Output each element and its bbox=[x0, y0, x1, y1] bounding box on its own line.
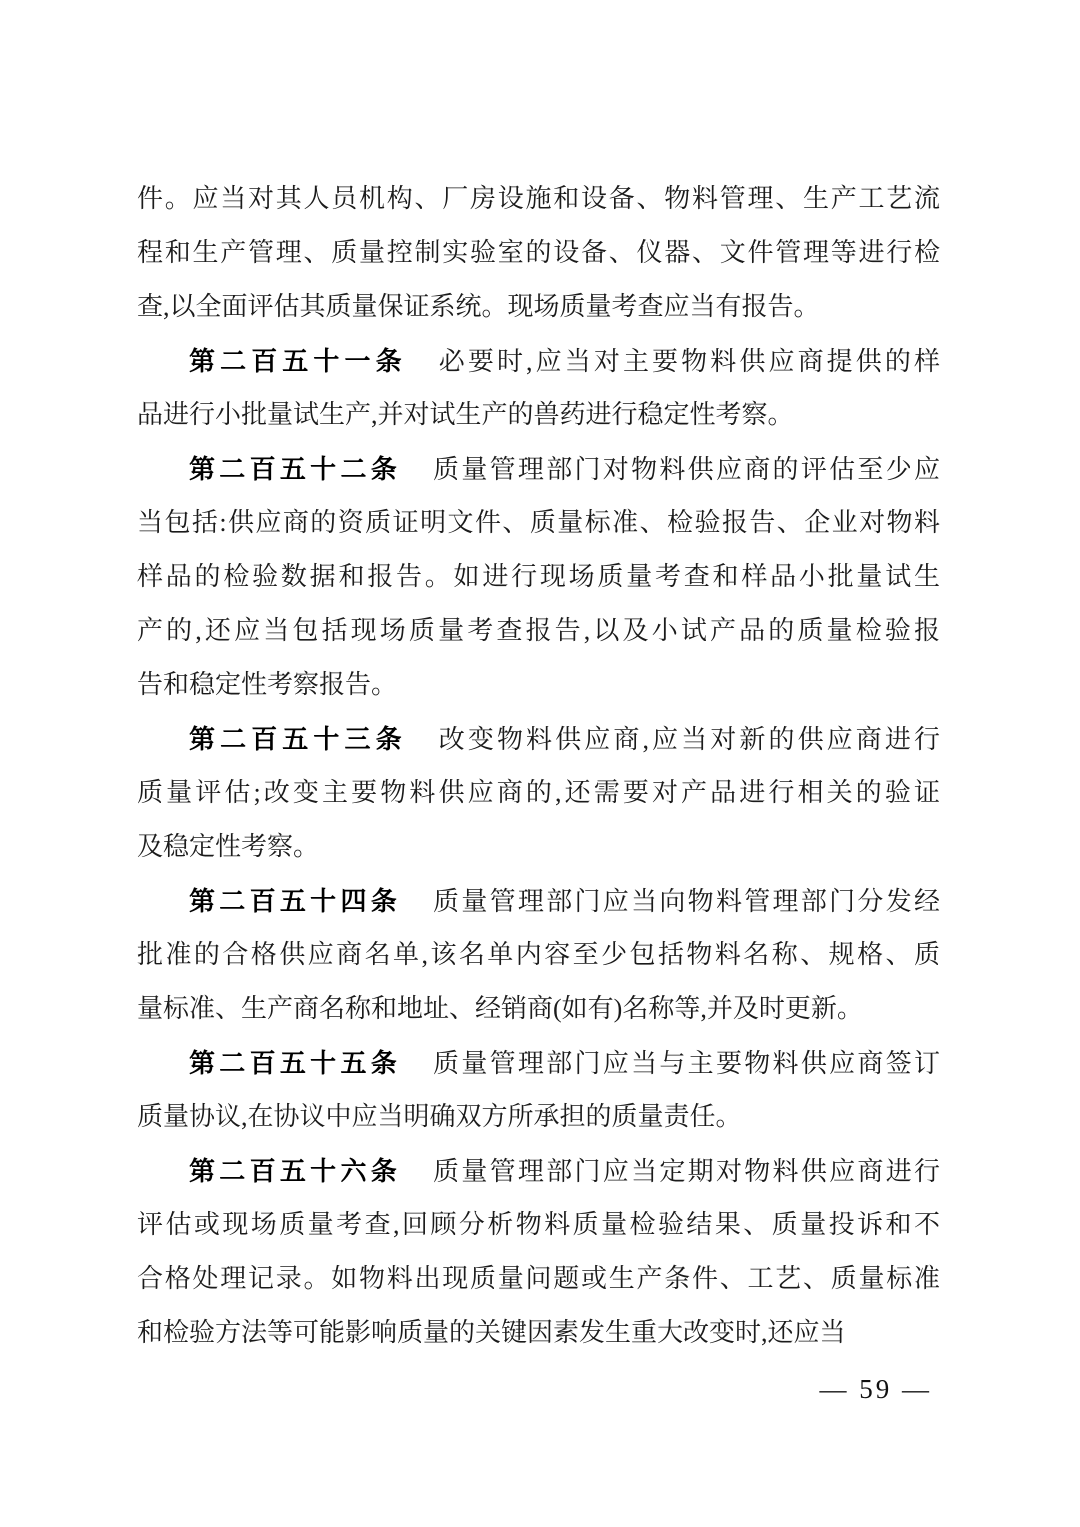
article-heading-line: 第二百五十二条 质量管理部门对物料供应商的评估至少应 bbox=[189, 454, 940, 484]
body-text-line: 样品的检验数据和报告。如进行现场质量考查和样品小批量试生 bbox=[137, 562, 940, 591]
body-text-line: 合格处理记录。如物料出现质量问题或生产条件、工艺、质量标准 bbox=[137, 1264, 940, 1293]
article-heading-line: 第二百五十五条 质量管理部门应当与主要物料供应商签订 bbox=[189, 1048, 940, 1078]
article-number: 第二百五十一条 bbox=[189, 346, 407, 376]
article-heading-line: 第二百五十三条 改变物料供应商,应当对新的供应商进行 bbox=[189, 724, 940, 754]
body-text-line: 评估或现场质量考查,回顾分析物料质量检验结果、质量投诉和不 bbox=[137, 1210, 940, 1239]
page-number: — 59 — bbox=[819, 1374, 932, 1404]
document-text bbox=[137, 172, 940, 1360]
article-number: 第二百五十四条 bbox=[189, 886, 402, 916]
article-number: 第二百五十二条 bbox=[189, 454, 402, 484]
body-text-line: 程和生产管理、质量控制实验室的设备、仪器、文件管理等进行检 bbox=[137, 238, 940, 267]
body-text-line: 产的,还应当包括现场质量考查报告,以及小试产品的质量检验报 bbox=[137, 616, 940, 645]
article-heading-line: 第二百五十四条 质量管理部门应当向物料管理部门分发经 bbox=[189, 886, 940, 916]
article-number: 第二百五十六条 bbox=[189, 1156, 402, 1186]
body-text-line: 及稳定性考察。 bbox=[137, 832, 320, 861]
body-text-line: 告和稳定性考察报告。 bbox=[137, 670, 398, 699]
body-text-line: 查,以全面评估其质量保证系统。现场质量考查应当有报告。 bbox=[137, 292, 820, 321]
body-text-line: 品进行小批量试生产,并对试生产的兽药进行稳定性考察。 bbox=[137, 400, 794, 429]
article-heading-line: 第二百五十一条 必要时,应当对主要物料供应商提供的样 bbox=[189, 346, 940, 376]
body-text-line: 质量协议,在协议中应当明确双方所承担的质量责任。 bbox=[137, 1102, 742, 1131]
article-number: 第二百五十三条 bbox=[189, 724, 407, 754]
body-text-line: 件。应当对其人员机构、厂房设施和设备、物料管理、生产工艺流 bbox=[137, 184, 940, 213]
body-text-line: 量标准、生产商名称和地址、经销商(如有)名称等,并及时更新。 bbox=[137, 994, 863, 1023]
body-text-line: 质量评估;改变主要物料供应商的,还需要对产品进行相关的验证 bbox=[137, 778, 940, 807]
body-text-line: 当包括:供应商的资质证明文件、质量标准、检验报告、企业对物料 bbox=[137, 508, 940, 537]
body-text-line: 和检验方法等可能影响质量的关键因素发生重大改变时,还应当 bbox=[137, 1318, 846, 1347]
article-heading-line: 第二百五十六条 质量管理部门应当定期对物料供应商进行 bbox=[189, 1156, 940, 1186]
body-text-line: 批准的合格供应商名单,该名单内容至少包括物料名称、规格、质 bbox=[137, 940, 940, 969]
article-number: 第二百五十五条 bbox=[189, 1048, 402, 1078]
